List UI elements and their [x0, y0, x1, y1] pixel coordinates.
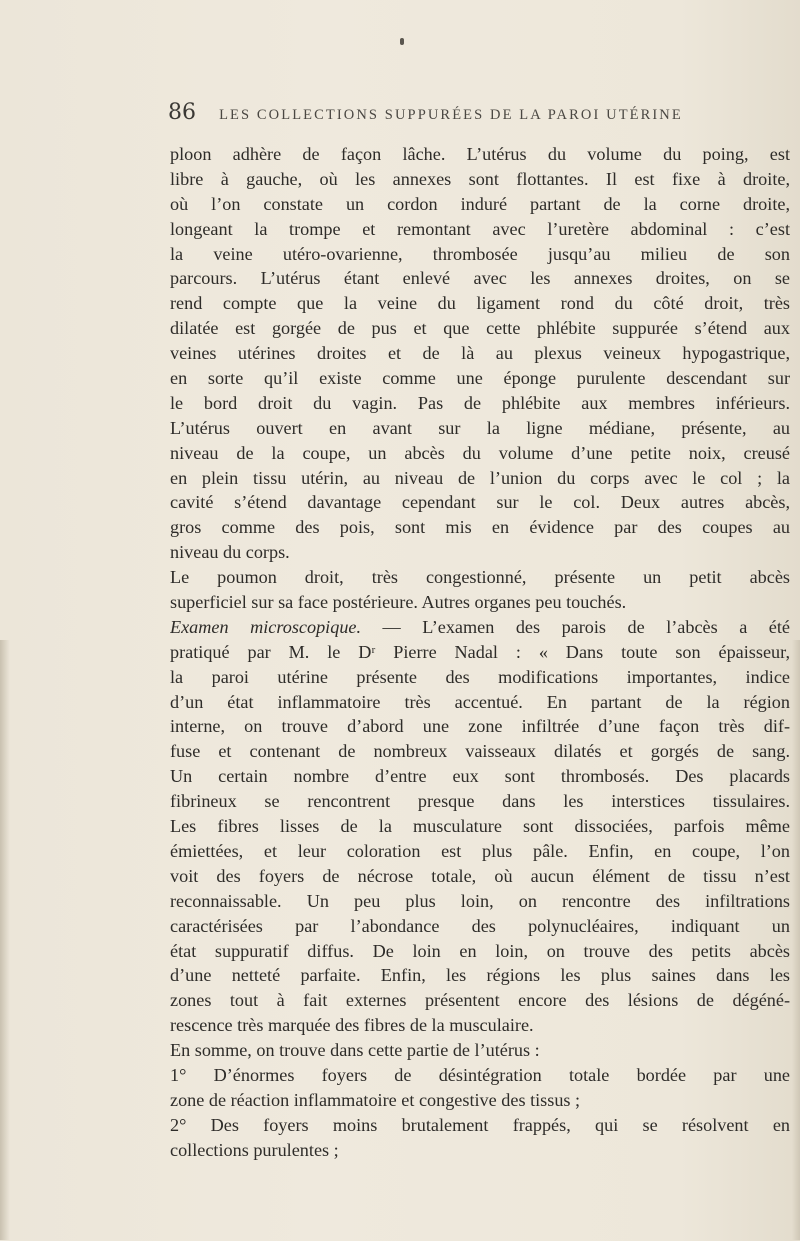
- page-number: 86: [168, 100, 196, 125]
- text-line: Un certain nombre d’entre eux sont thrombosés. Des placards: [170, 766, 790, 787]
- text-line: rescence très marquée des fibres de la musculaire.: [170, 1015, 534, 1036]
- text-line: longeant la trompe et remontant avec l’uretère abdominal : c’est: [170, 218, 790, 239]
- page-edge-shadow-right: [792, 640, 800, 1240]
- text-line: [170, 615, 790, 640]
- text-line: parcours. L’utérus étant enlevé avec les annexes droites, on se: [170, 268, 790, 289]
- text-line: voit des foyers de nécrose totale, où aucun élément de tissu n’est: [170, 865, 790, 886]
- text-line: d’un état inflammatoire très accentué. En partant de la région: [170, 691, 790, 712]
- text-line: émiettées, et leur coloration est plus pâle. Enfin, en coupe, l’on: [170, 840, 790, 861]
- ink-speck: [400, 38, 404, 45]
- text-line: interne, on trouve d’abord une zone infiltrée d’une façon très dif-: [170, 716, 790, 737]
- text-line: 2° Des foyers moins brutalement frappés, qui se résolvent en: [170, 1114, 790, 1135]
- text-line: gros comme des pois, sont mis en évidence par des coupes au: [170, 517, 790, 538]
- text-line: fibrineux se rencontrent presque dans les interstices tissulaires.: [170, 791, 790, 812]
- text-line: en sorte qu’il existe comme une éponge purulente descendant sur: [170, 368, 790, 389]
- text-line: rend compte que la veine du ligament rond du côté droit, très: [170, 293, 790, 314]
- text-line: où l’on constate un cordon induré partant de la corne droite,: [170, 193, 790, 214]
- body-text: [170, 142, 790, 1163]
- text-line: Le poumon droit, très congestionné, présente un petit abcès: [170, 567, 790, 588]
- text-line: Les fibres lisses de la musculature sont dissociées, parfois même: [170, 816, 790, 837]
- text-line: 1° D’énormes foyers de désintégration totale bordée par une: [170, 1064, 790, 1085]
- text-line: cavité s’étend davantage cependant sur le col. Deux autres abcès,: [170, 492, 790, 513]
- text-line-rest: — L’examen des parois de l’abcès a été: [361, 616, 790, 637]
- text-line: caractérisées par l’abondance des polynucléaires, indiquant un: [170, 915, 790, 936]
- text-line: libre à gauche, où les annexes sont flottantes. Il est fixe à droite,: [170, 168, 790, 189]
- section-heading-italic: Examen microscopique.: [170, 616, 362, 637]
- text-line: pratiqué par M. le Dʳ Pierre Nadal : « Dans toute son épaisseur,: [170, 641, 790, 662]
- running-title: LES COLLECTIONS SUPPURÉES DE LA PAROI UTÉRINE: [219, 107, 683, 123]
- text-line: zones tout à fait externes présentent encore des lésions de dégéné-: [170, 990, 790, 1011]
- text-line: la veine utéro-ovarienne, thrombosée jusqu’au milieu de son: [170, 243, 790, 264]
- page-header: [168, 100, 768, 130]
- text-line: niveau de la coupe, un abcès du volume d’une petite noix, creusé: [170, 442, 790, 463]
- text-line: collections purulentes ;: [170, 1139, 339, 1160]
- text-line: fuse et contenant de nombreux vaisseaux dilatés et gorgés de sang.: [170, 741, 790, 762]
- text-line: en plein tissu utérin, au niveau de l’union du corps avec le col ; la: [170, 467, 790, 488]
- text-line: zone de réaction inflammatoire et congestive des tissus ;: [170, 1089, 581, 1110]
- text-line: la paroi utérine présente des modifications importantes, indice: [170, 666, 790, 687]
- text-line: dilatée est gorgée de pus et que cette phlébite suppurée s’étend aux: [170, 318, 790, 339]
- text-line: superficiel sur sa face postérieure. Autres organes peu touchés.: [170, 592, 627, 613]
- text-line: ploon adhère de façon lâche. L’utérus du volume du poing, est: [170, 144, 790, 164]
- text-line: d’une netteté parfaite. Enfin, les régions les plus saines dans les: [170, 965, 790, 986]
- page-edge-shadow-left: [0, 640, 10, 1240]
- text-line: état suppuratif diffus. De loin en loin, on trouve des petits abcès: [170, 940, 790, 961]
- text-line: reconnaissable. Un peu plus loin, on rencontre des infiltrations: [170, 890, 790, 911]
- text-line: veines utérines droites et de là au plexus veineux hypogastrique,: [170, 343, 790, 364]
- text-line: niveau du corps.: [170, 542, 290, 563]
- text-line: En somme, on trouve dans cette partie de l’utérus :: [170, 1040, 540, 1061]
- text-line: L’utérus ouvert en avant sur la ligne médiane, présente, au: [170, 417, 790, 438]
- text-line: le bord droit du vagin. Pas de phlébite aux membres inférieurs.: [170, 392, 790, 413]
